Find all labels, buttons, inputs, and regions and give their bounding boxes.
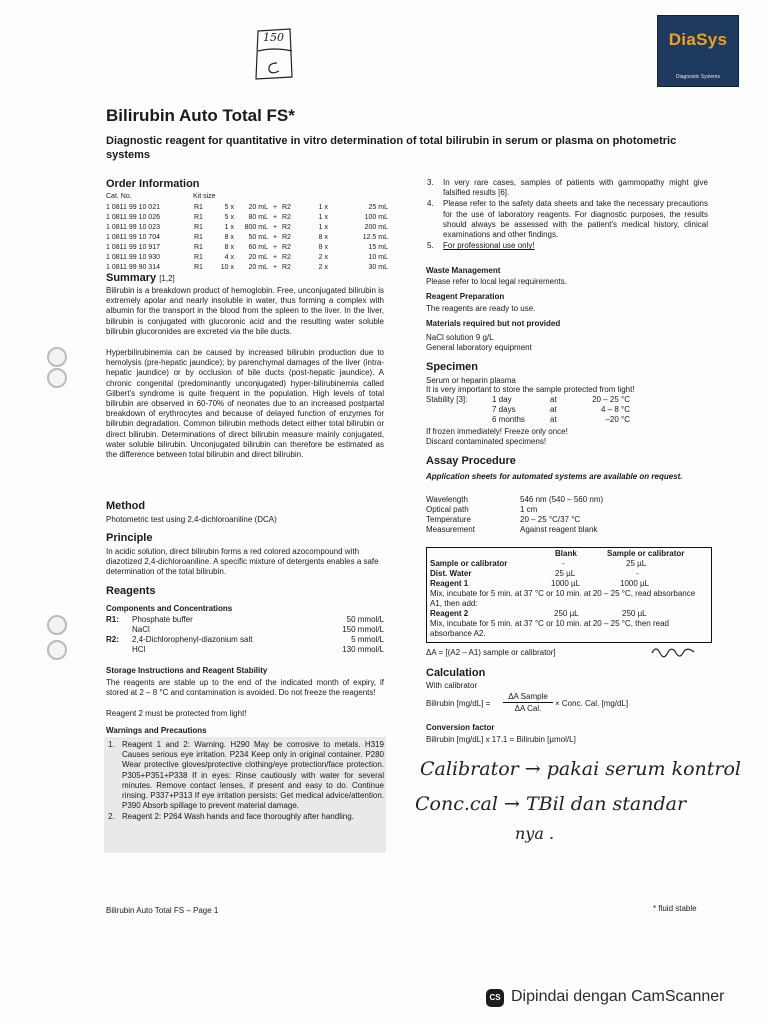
summary-heading-text: Summary bbox=[106, 272, 157, 284]
component-name: 2,4-Dichlorophenyl-diazonium salt bbox=[132, 635, 253, 644]
component-row bbox=[106, 645, 384, 655]
order-heading: Order Information bbox=[106, 178, 200, 190]
assay-param-row bbox=[426, 494, 603, 504]
order-cell: 1 0811 99 10 930 bbox=[106, 253, 160, 261]
order-cell: 2 x bbox=[318, 253, 328, 261]
order-cell: 20 mL bbox=[248, 253, 268, 261]
component-reagent bbox=[106, 645, 132, 655]
materials-line-1: NaCl solution 9 g/L bbox=[426, 333, 494, 342]
order-cell: 20 mL bbox=[248, 203, 268, 211]
precautions-list-continued bbox=[425, 178, 708, 252]
waste-text: Please refer to local legal requirements. bbox=[426, 277, 567, 286]
waste-heading: Waste Management bbox=[426, 266, 501, 275]
binder-hole bbox=[47, 640, 67, 660]
component-concentration: 130 mmol/L bbox=[342, 645, 384, 654]
param-value: 1 cm bbox=[520, 504, 538, 514]
order-cell: R2 bbox=[282, 263, 291, 271]
row-sample: 250 µL bbox=[622, 609, 647, 618]
component-name: NaCl bbox=[132, 625, 150, 634]
stability-at: at bbox=[550, 404, 557, 414]
order-row bbox=[106, 262, 388, 272]
stability-row bbox=[492, 414, 634, 424]
order-cell: 1 x bbox=[318, 213, 328, 221]
handwritten-note-3: nya . bbox=[515, 824, 555, 843]
camscanner-icon: CS bbox=[486, 989, 504, 1007]
formula-denominator: ΔA Cal. bbox=[514, 704, 542, 713]
stability-at: at bbox=[550, 414, 557, 424]
row-sample: - bbox=[636, 569, 639, 578]
assay-param-row bbox=[426, 504, 603, 514]
order-cell: 1 0811 99 10 704 bbox=[106, 233, 160, 241]
precaution-num: 3. bbox=[427, 178, 434, 187]
row-blank: 250 µL bbox=[554, 609, 579, 618]
method-heading: Method bbox=[106, 500, 146, 512]
precaution-num: 5. bbox=[427, 241, 434, 251]
calculation-sub: With calibrator bbox=[426, 681, 478, 690]
component-concentration: 50 mmol/L bbox=[346, 615, 384, 624]
calculation-heading: Calculation bbox=[426, 667, 486, 679]
order-cell: 2 x bbox=[318, 263, 328, 271]
assay-param-row bbox=[426, 524, 603, 534]
formula-numerator: ΔA Sample bbox=[503, 692, 553, 703]
specimen-line-3: If frozen immediately! Freeze only once! bbox=[426, 427, 568, 436]
logo-subtext: Diagnostic Systems bbox=[676, 74, 720, 80]
component-reagent: R1: bbox=[106, 615, 119, 624]
precaution-text: For professional use only! bbox=[443, 241, 535, 251]
assay-table bbox=[426, 547, 712, 643]
specimen-line-1: Serum or heparin plasma bbox=[426, 376, 516, 385]
row-sample: 25 µL bbox=[626, 559, 647, 568]
precaution-item bbox=[425, 241, 708, 251]
summary-heading bbox=[106, 272, 175, 284]
order-cell: + bbox=[272, 213, 278, 221]
materials-line-2: General laboratory equipment bbox=[426, 343, 532, 352]
conversion-text: Bilirubin [mg/dL] x 17.1 = Bilirubin [µmol/L] bbox=[426, 735, 576, 744]
precaution-item bbox=[425, 199, 708, 240]
order-cell: 100 mL bbox=[364, 213, 388, 221]
delta-formula: ΔA = [(A2 – A1) sample or calibrator] bbox=[426, 648, 556, 657]
order-cell: 12.5 mL bbox=[362, 233, 388, 241]
assay-heading: Assay Procedure bbox=[426, 455, 516, 467]
order-table bbox=[106, 202, 388, 272]
component-concentration: 150 mmol/L bbox=[342, 625, 384, 634]
order-cell: 80 mL bbox=[248, 213, 268, 221]
components-heading: Components and Concentrations bbox=[106, 604, 233, 613]
assay-params bbox=[426, 494, 603, 534]
summary-paragraph-2: Hyperbilirubinemia can be caused by increased bilirubin production due to hemolysis (pre-hepatic jaundice); by parenchymal damages of the liver (intra-hepatic jaundice) or by occlusion of bile ducts (post-hepatic jaundice). A chronic congenital (predominantly unconjugated) hyper-bilirubinemia called Gilbert's syndrome is quite frequent in the population. High levels of total bilirubin are observed in 60-70% of neonates due to an increased postpartal breakdown of erythrocytes and because of delayed function of enzymes for bilirubin degradation. Common bilirubin methods detect either total bilirubin or direct bilirubin. Determinations of direct bilirubin measure mainly conjugated, water soluble bilirubin. Unconjugated bilirubin can therefore be estimated as the difference between total bilirubin and direct bilirubin. bbox=[106, 348, 384, 460]
warning-num: 2. bbox=[108, 812, 115, 822]
stability-row bbox=[492, 394, 634, 404]
param-value: Against reagent blank bbox=[520, 524, 598, 534]
order-cell: 25 mL bbox=[368, 203, 388, 211]
order-cell: 10 mL bbox=[368, 253, 388, 261]
order-cell: 20 mL bbox=[248, 263, 268, 271]
order-row bbox=[106, 232, 388, 242]
order-cell: R1 bbox=[194, 243, 203, 251]
camscanner-text: Dipindai dengan CamScanner bbox=[511, 988, 725, 1005]
order-cell: R1 bbox=[194, 213, 203, 221]
col-sample: Sample or calibrator bbox=[607, 549, 685, 558]
camscanner-watermark bbox=[486, 987, 754, 1011]
order-cell: 8 x bbox=[318, 233, 328, 241]
order-cell: 1 0811 99 10 026 bbox=[106, 213, 160, 221]
order-cell: 1 x bbox=[318, 203, 328, 211]
binder-hole bbox=[47, 368, 67, 388]
fluid-stable-note: * fluid stable bbox=[653, 904, 697, 913]
assay-note: Application sheets for automated systems are available on request. bbox=[426, 472, 683, 481]
warning-text: Reagent 2: P264 Wash hands and face thoroughly after handling. bbox=[122, 812, 354, 822]
specimen-heading: Specimen bbox=[426, 361, 478, 373]
order-cell: + bbox=[272, 263, 278, 271]
mix-step-2: Mix, incubate for 5 min. at 37 °C or 10 min. at 20 – 25 °C, then read absorbance A2. bbox=[430, 619, 669, 638]
component-row bbox=[106, 635, 384, 645]
warning-item bbox=[106, 812, 384, 822]
stability-temp: 20 – 25 °C bbox=[592, 394, 630, 404]
order-cell: 10 x bbox=[220, 263, 234, 271]
order-col-kit: Kit size bbox=[193, 193, 216, 200]
order-cell: 5 x bbox=[224, 203, 234, 211]
order-cell: + bbox=[272, 223, 278, 231]
order-cell: 1 x bbox=[318, 223, 328, 231]
conversion-heading: Conversion factor bbox=[426, 723, 495, 732]
order-row bbox=[106, 222, 388, 232]
order-cell: R2 bbox=[282, 243, 291, 251]
order-cell: R2 bbox=[282, 213, 291, 221]
warnings-list bbox=[106, 740, 384, 824]
order-cell: 8 x bbox=[224, 243, 234, 251]
principle-heading: Principle bbox=[106, 532, 153, 544]
order-cell: 8 x bbox=[224, 233, 234, 241]
order-cell: 800 mL bbox=[244, 223, 268, 231]
row-blank: - bbox=[562, 559, 565, 568]
stability-row bbox=[492, 404, 634, 414]
handwritten-note-1: Calibrator → pakai serum kontrol bbox=[420, 758, 741, 780]
binder-hole bbox=[47, 347, 67, 367]
specimen-line-2: It is very important to store the sample protected from light! bbox=[426, 385, 635, 394]
order-cell: 15 mL bbox=[368, 243, 388, 251]
component-name: Phosphate buffer bbox=[132, 615, 193, 624]
storage-heading: Storage Instructions and Reagent Stability bbox=[106, 666, 268, 675]
document-title: Bilirubin Auto Total FS* bbox=[106, 106, 295, 125]
row-label: Sample or calibrator bbox=[430, 559, 508, 568]
specimen-line-4: Discard contaminated specimens! bbox=[426, 437, 547, 446]
prep-heading: Reagent Preparation bbox=[426, 292, 505, 301]
row-label: Dist. Water bbox=[430, 569, 472, 578]
order-cell: R1 bbox=[194, 263, 203, 271]
param-label: Optical path bbox=[426, 504, 469, 514]
stability-label: Stability [3]: bbox=[426, 395, 468, 404]
component-reagent bbox=[106, 625, 132, 635]
order-cell: 4 x bbox=[224, 253, 234, 261]
param-value: 546 nm (540 – 560 nm) bbox=[520, 494, 604, 504]
logo-text: DiaSys bbox=[668, 30, 728, 49]
order-row bbox=[106, 212, 388, 222]
reagents-heading: Reagents bbox=[106, 585, 156, 597]
component-row bbox=[106, 615, 384, 625]
order-cell: 1 x bbox=[224, 223, 234, 231]
order-cell: 1 0811 99 10 917 bbox=[106, 243, 160, 251]
order-cell: 60 mL bbox=[248, 243, 268, 251]
col-blank: Blank bbox=[555, 549, 577, 558]
formula-rhs: × Conc. Cal. [mg/dL] bbox=[555, 699, 629, 708]
diasys-logo bbox=[657, 15, 739, 87]
order-cell: R2 bbox=[282, 233, 291, 241]
row-sample: 1000 µL bbox=[620, 579, 650, 588]
component-name: HCl bbox=[132, 645, 146, 654]
order-cell: + bbox=[272, 243, 278, 251]
binder-hole bbox=[47, 615, 67, 635]
component-row bbox=[106, 625, 384, 635]
row-label: Reagent 2 bbox=[430, 609, 469, 618]
stability-at: at bbox=[550, 394, 557, 404]
order-cell: + bbox=[272, 203, 278, 211]
page-footer: Bilirubin Auto Total FS – Page 1 bbox=[106, 906, 219, 915]
order-row bbox=[106, 252, 388, 262]
order-cell: R1 bbox=[194, 223, 203, 231]
order-cell: 1 0811 99 10 021 bbox=[106, 203, 160, 211]
storage-text-2: Reagent 2 must be protected from light! bbox=[106, 709, 247, 718]
order-cell: R2 bbox=[282, 223, 291, 231]
storage-text: The reagents are stable up to the end of the indicated month of expiry, if stored at 2 – 8 °C and contamination is avoided. Do not freeze the reagents! bbox=[106, 678, 384, 698]
stability-temp: –20 °C bbox=[605, 414, 630, 424]
order-cell: 8 x bbox=[318, 243, 328, 251]
row-blank: 25 µL bbox=[555, 569, 576, 578]
method-text: Photometric test using 2,4-dichloroaniline (DCA) bbox=[106, 515, 277, 524]
warning-num: 1. bbox=[108, 740, 115, 749]
order-cell: 30 mL bbox=[368, 263, 388, 271]
param-label: Temperature bbox=[426, 514, 471, 524]
order-cell: R1 bbox=[194, 233, 203, 241]
mix-step-1: Mix, incubate for 5 min. at 37 °C or 10 min. at 20 – 25 °C, read absorbance A1, then add: bbox=[430, 589, 696, 608]
stability-duration: 6 months bbox=[492, 414, 525, 424]
component-concentration: 5 mmol/L bbox=[351, 635, 384, 644]
order-cell: 1 0811 99 90 314 bbox=[106, 263, 160, 271]
assay-param-row bbox=[426, 514, 603, 524]
formula-lhs: Bilirubin [mg/dL] = bbox=[426, 699, 491, 708]
order-cell: + bbox=[272, 233, 278, 241]
param-label: Measurement bbox=[426, 524, 475, 534]
document-subtitle: Diagnostic reagent for quantitative in vitro determination of total bilirubin in serum or plasma on photometric systems bbox=[106, 135, 677, 161]
row-blank: 1000 µL bbox=[551, 579, 581, 588]
prep-text: The reagents are ready to use. bbox=[426, 304, 536, 313]
summary-paragraph-1: Bilirubin is a breakdown product of hemoglobin. Free, unconjugated bilirubin is extremely apolar and nearly insoluble in water, thus forming a complex with albumin for the transport in the blood from the spleen to the liver. In the liver, bilirubin is conjugated with glucoronic acid and the resulting water soluble bilirubin glucoronides are excreted via the bile ducts. bbox=[106, 286, 384, 336]
precaution-num: 4. bbox=[427, 199, 434, 209]
order-col-cat: Cat. No. bbox=[106, 193, 132, 200]
param-value: 20 – 25 °C/37 °C bbox=[520, 514, 581, 524]
principle-text: In acidic solution, direct bilirubin forms a red colored azocompound with diazotized 2,4-dichloroaniline. A specific mixture of detergents enables a safe determination of the total bilirubin. bbox=[106, 547, 379, 577]
order-cell: 50 mL bbox=[248, 233, 268, 241]
handwritten-note-2: Conc.cal → TBil dan standar bbox=[415, 793, 687, 815]
order-row bbox=[106, 242, 388, 252]
order-cell: R1 bbox=[194, 253, 203, 261]
param-label: Wavelength bbox=[426, 494, 468, 504]
order-cell: R1 bbox=[194, 203, 203, 211]
order-cell: 5 x bbox=[224, 213, 234, 221]
stability-table bbox=[492, 394, 634, 424]
warning-item bbox=[106, 740, 384, 811]
precaution-item bbox=[425, 178, 708, 198]
precaution-text: Please refer to the safety data sheets and take the necessary precautions for the use of laboratory reagents. For diagnostic purposes, the results should always be assessed with the patient's medical history, clinical examinations and other findings. bbox=[443, 199, 708, 240]
signature-scribble bbox=[650, 643, 696, 659]
handwritten-number: 150 bbox=[263, 31, 284, 44]
components-table bbox=[106, 615, 384, 655]
order-cell: R2 bbox=[282, 203, 291, 211]
materials-heading: Materials required but not provided bbox=[426, 319, 561, 328]
summary-ref: [1,2] bbox=[159, 274, 175, 283]
stability-duration: 7 days bbox=[492, 404, 516, 414]
warning-text: Reagent 1 and 2: Warning. H290 May be corrosive to metals. H319 Causes serious eye irritation. P234 Keep only in original container. P280 Wear protective gloves/protective clothing/eye protection/face protection. P305+P351+P338 If in eyes: Rinse cautiously with water for several minutes. Remove contact lenses, if present and easy to do. Continue rinsing. P337+P313 If eye irritation persists: Get medical advice/attention. P390 Absorb spillage to prevent material damage. bbox=[122, 740, 384, 811]
order-row bbox=[106, 202, 388, 212]
component-reagent: R2: bbox=[106, 635, 119, 644]
order-cell: R2 bbox=[282, 253, 291, 261]
stability-temp: 4 – 8 °C bbox=[601, 404, 630, 414]
warnings-heading: Warnings and Precautions bbox=[106, 726, 207, 735]
precaution-text: In very rare cases, samples of patients with gammopathy might give falsified results [6]. bbox=[443, 178, 708, 198]
row-label: Reagent 1 bbox=[430, 579, 469, 588]
order-cell: 1 0811 99 10 023 bbox=[106, 223, 160, 231]
order-cell: 200 mL bbox=[364, 223, 388, 231]
order-cell: + bbox=[272, 253, 278, 261]
stability-duration: 1 day bbox=[492, 394, 512, 404]
